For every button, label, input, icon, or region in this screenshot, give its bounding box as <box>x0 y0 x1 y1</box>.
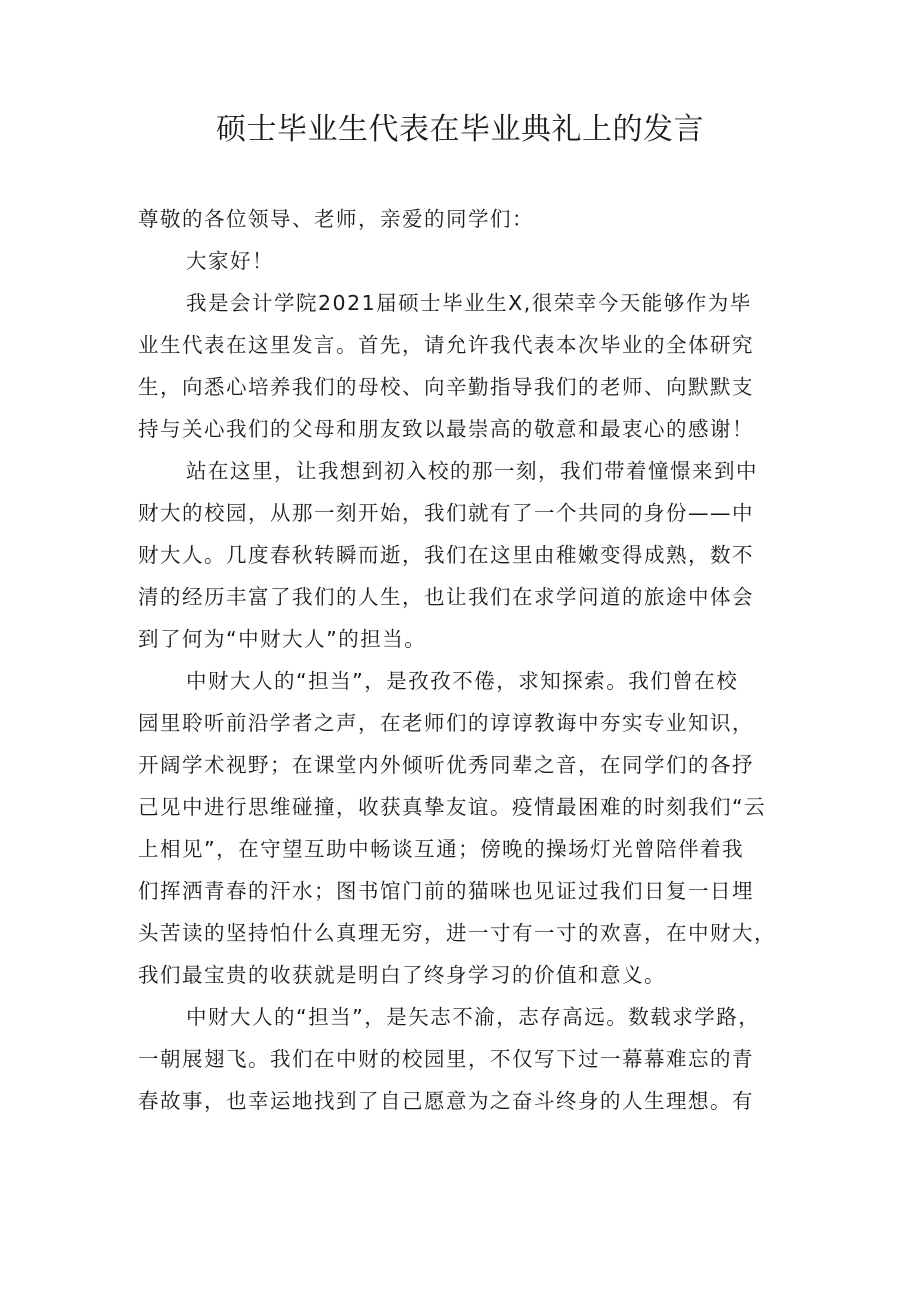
text-line: 业生代表在这里发言。首先，请允许我代表本次毕业的全体研究 <box>138 333 754 357</box>
text-line: 尊敬的各位领导、老师，亲爱的同学们： <box>138 207 534 231</box>
text-line: 上相见”，在守望互助中畅谈互通；傍晚的操场灯光曾陪伴着我 <box>138 837 745 861</box>
text-line: 站在这里，让我想到初入校的那一刻，我们带着憧憬来到中 <box>186 459 758 483</box>
text-line: 我是会计学院2021届硕士毕业生X,很荣幸今天能够作为毕 <box>186 291 752 315</box>
text-line: 头苦读的坚持怕什么真理无穷，进一寸有一寸的欢喜，在中财大， <box>138 921 776 945</box>
text-line: 财大人。几度春秋转瞬而逝，我们在这里由稚嫩变得成熟，数不 <box>138 543 754 567</box>
text-line: 清的经历丰富了我们的人生，也让我们在求学问道的旅途中体会 <box>138 585 754 609</box>
text-line: 己见中进行思维碰撞，收获真挚友谊。疫情最困难的时刻我们“云 <box>138 795 767 819</box>
text-line: 到了何为“中财大人”的担当。 <box>138 627 427 651</box>
text-line: 中财大人的“担当”，是孜孜不倦，求知探索。我们曾在校 <box>186 669 739 693</box>
text-line: 春故事，也幸运地找到了自己愿意为之奋斗终身的人生理想。有 <box>138 1089 754 1113</box>
text-line: 园里聆听前沿学者之声，在老师们的谆谆教诲中夯实专业知识， <box>138 711 754 735</box>
text-line: 中财大人的“担当”，是矢志不渝，志存高远。数载求学路， <box>186 1005 761 1029</box>
text-line: 生，向悉心培养我们的母校、向辛勤指导我们的老师、向默默支 <box>138 375 754 399</box>
text-line: 一朝展翅飞。我们在中财的校园里，不仅写下过一幕幕难忘的青 <box>138 1047 754 1071</box>
speech-body <box>138 198 800 1122</box>
text-line: 财大的校园，从那一刻开始，我们就有了一个共同的身份——中 <box>138 501 754 525</box>
text-line: 大家好！ <box>186 249 274 273</box>
text-line: 们挥洒青春的汗水；图书馆门前的猫咪也见证过我们日复一日埋 <box>138 879 754 903</box>
text-line: 开阔学术视野；在课堂内外倾听优秀同辈之音，在同学们的各抒 <box>138 753 754 777</box>
text-line: 持与关心我们的父母和朋友致以最崇高的敬意和最衷心的感谢！ <box>138 417 754 441</box>
text-line: 我们最宝贵的收获就是明白了终身学习的价值和意义。 <box>138 963 666 987</box>
page-title: 硕士毕业生代表在毕业典礼上的发言 <box>216 112 704 147</box>
